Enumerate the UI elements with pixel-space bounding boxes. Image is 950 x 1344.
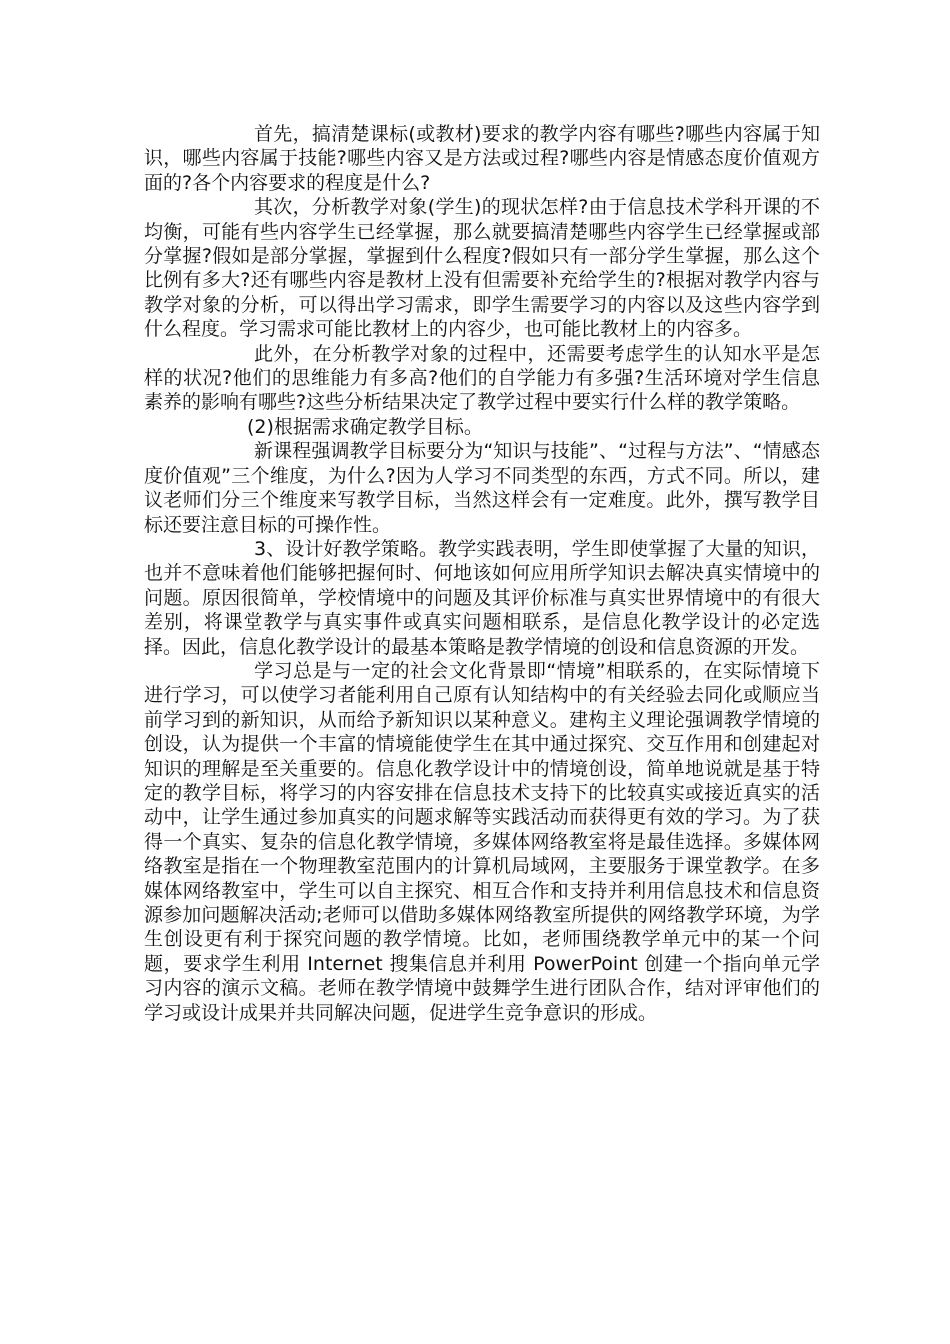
paragraph-content-scope: 首先，搞清楚课标(或教材)要求的教学内容有哪些?哪些内容属于知识，哪些内容属于技能?哪些内容又是方法或过程?哪些内容是情感态度价值观方面的?各个内容要求的程度是什么? — [144, 123, 820, 194]
paragraph-student-analysis: 其次，分析教学对象(学生)的现状怎样?由于信息技术学科开课的不均衡，可能有些内容学生已经掌握，那么就要搞清楚哪些内容学生已经掌握或部分掌握?假如是部分掌握，掌握到什么程度?假如只有一部分学生掌握，那么这个比例有多大?还有哪些内容是教材上没有但需要补充给学生的?根据对教学内容与教学对象的分析，可以得出学习需求，即学生需要学习的内容以及这些内容学到什么程度。学习需求可能比教材上的内容少，也可能比教材上的内容多。 — [144, 196, 820, 341]
paragraph-cognitive-level: 此外，在分析教学对象的过程中，还需要考虑学生的认知水平是怎样的状况?他们的思维能力有多高?他们的自学能力有多强?生活环境对学生信息素养的影响有哪些?这些分析结果决定了教学过程中要实行什么样的教学策略。 — [144, 342, 820, 414]
paragraph-heading-goals: (2)根据需求确定教学目标。 — [247, 415, 483, 438]
paragraph-teaching-strategy: 3、设计好教学策略。教学实践表明，学生即使掌握了大量的知识，也并不意味着他们能够把握何时、何地该如何应用所学知识去解决真实情境中的问题。原因很简单，学校情境中的问题及其评价标准与真实世界情境中的有很大差别，将课堂教学与真实事件或真实问题相联系，是信息化教学设计的必定选择。因此，信息化教学设计的最基本策略是教学情境的创设和信息资源的开发。 — [144, 537, 820, 658]
paragraph-learning-context: 学习总是与一定的社会文化背景即“情境”相联系的，在实际情境下进行学习，可以使学习者能利用自己原有认知结构中的有关经验去同化或顺应当前学习到的新知识，从而给予新知识以某种意义。建构主义理论强调教学情境的创设，认为提供一个丰富的情境能使学生在其中通过探究、交互作用和创建起对知识的理解是至关重要的。信息化教学设计中的情境创设，简单地说就是基于特定的教学目标，将学习的内容安排在信息技术支持下的比较真实或接近真实的活动中，让学生通过参加真实的问题求解等实践活动而获得更有效的学习。为了获得一个真实、复杂的信息化教学情境，多媒体网络教室将是最佳选择。多媒体网络教室是指在一个物理教室范围内的计算机局域网，主要服务于课堂教学。在多媒体网络教室中，学生可以自主探究、相互合作和支持并利用信息技术和信息资源参加问题解决活动;老师可以借助多媒体网络教室所提供的网络教学环境，为学生创设更有利于探究问题的教学情境。比如，老师围绕教学单元中的某一个问题，要求学生利用 Internet 搜集信息并利用 PowerPoint 创建一个指向单元学习内容的演示文稿。老师在教学情境中鼓舞学生进行团队合作，结对评审他们的学习或设计成果并共同解决问题，促进学生竞争意识的形成。 — [144, 659, 820, 1024]
paragraph-three-dimensions: 新课程强调教学目标要分为“知识与技能”、“过程与方法”、“情感态度价值观”三个维度，为什么?因为人学习不同类型的东西，方式不同。所以，建议老师们分三个维度来写教学目标，当然这样会有一定难度。此外，撰写教学目标还要注意目标的可操作性。 — [144, 440, 820, 536]
document-page — [144, 122, 820, 1025]
